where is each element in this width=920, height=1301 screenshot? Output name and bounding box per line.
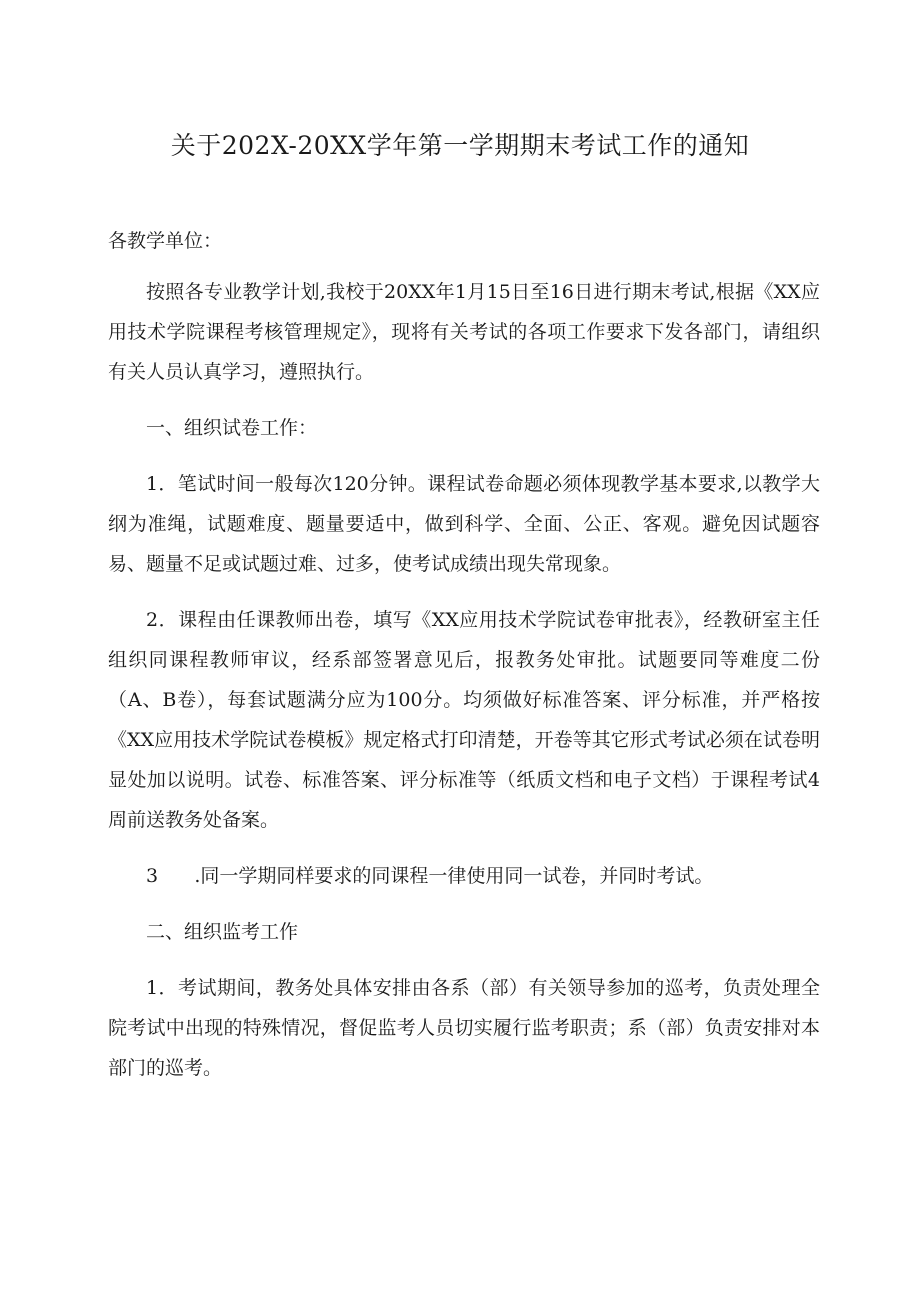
section-1-item-1: 1．笔试时间一般每次120分钟。课程试卷命题必须体现教学基本要求,以教学大纲为准绳，试题难度、题量要适中，做到科学、全面、公正、客观。避免因试题容易、题量不足或试题过难、过多，使考试成绩出现失常现象。 — [108, 473, 820, 575]
section-1-heading: 一、组织试卷工作： — [146, 417, 318, 439]
intro-paragraph: 按照各专业教学计划,我校于20XX年1月15日至16日进行期末考试,根据《XX应用技术学院课程考核管理规定》，现将有关考试的各项工作要求下发各部门，请组织有关人员认真学习，遵照执行。 — [108, 281, 820, 383]
document-body — [108, 272, 820, 1104]
section-2-heading: 二、组织监考工作 — [146, 921, 299, 943]
section-1-item-3: 3 .同一学期同样要求的同课程一律使用同一试卷，并同时考试。 — [146, 865, 714, 887]
document-title: 关于202X-20XX学年第一学期期末考试工作的通知 — [170, 131, 750, 160]
salutation: 各教学单位： — [108, 230, 223, 252]
section-2-item-1: 1．考试期间，教务处具体安排由各系（部）有关领导参加的巡考，负责处理全院考试中出现的特殊情况，督促监考人员切实履行监考职责；系（部）负责安排对本部门的巡考。 — [108, 977, 820, 1079]
section-1-item-2: 2．课程由任课教师出卷，填写《XX应用技术学院试卷审批表》，经教研室主任组织同课程教师审议，经系部签署意见后，报教务处审批。试题要同等难度二份（A、B卷），每套试题满分应为100分。均须做好标准答案、评分标准，并严格按《XX应用技术学院试卷模板》规定格式打印清楚，开卷等其它形式考试必须在试卷明显处加以说明。试卷、标准答案、评分标准等（纸质文档和电子文档）于课程考试4周前送教务处备案。 — [108, 609, 820, 831]
